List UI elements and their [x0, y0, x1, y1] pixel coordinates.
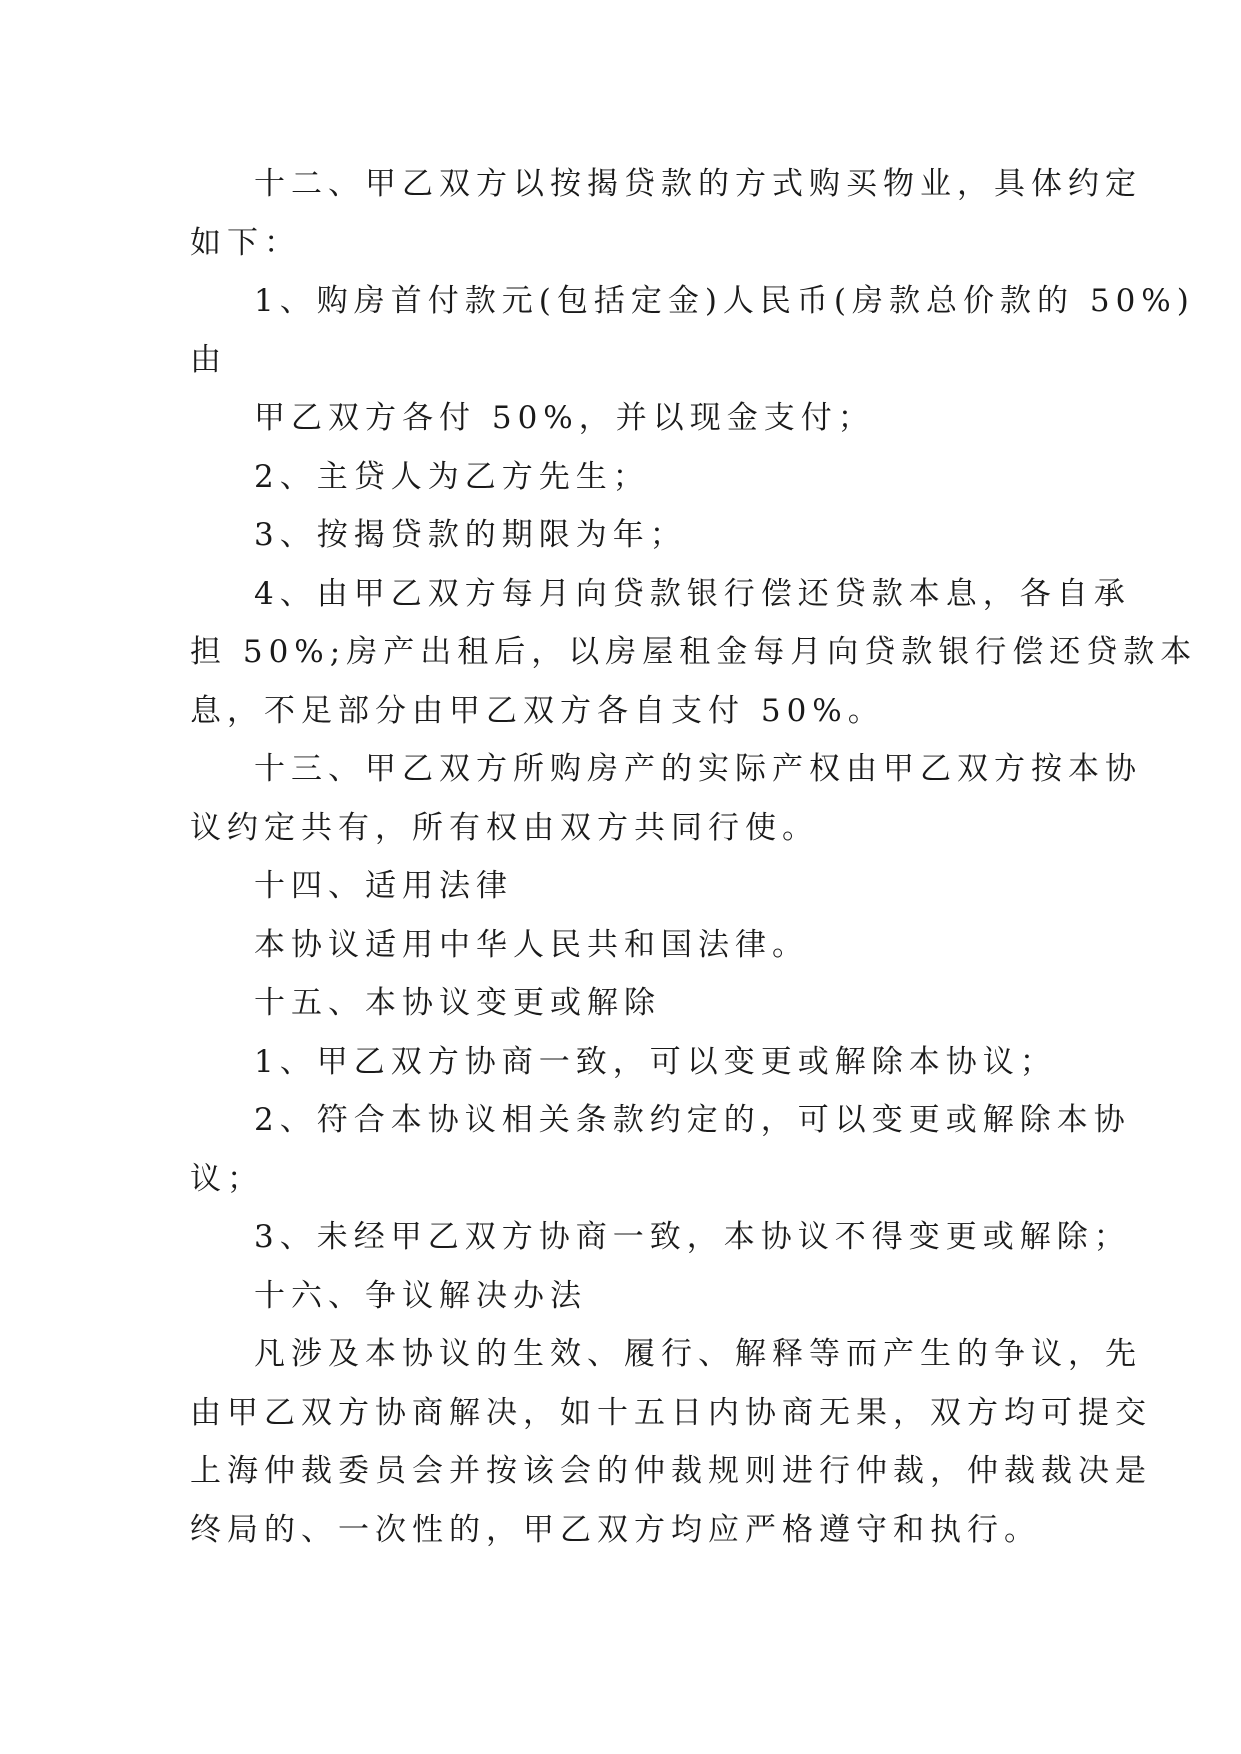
section-heading: 十四、适用法律	[254, 868, 513, 904]
text-line: 3、未经甲乙双方协商一致，本协议不得变更或解除；	[254, 1219, 1131, 1255]
text-line: 3、按揭贷款的期限为年；	[254, 517, 687, 553]
text-line: 凡涉及本协议的生效、履行、解释等而产生的争议，先	[254, 1336, 1142, 1372]
text-line: 终局的、一次性的，甲乙双方均应严格遵守和执行。	[190, 1511, 1041, 1548]
text-line: 十三、甲乙双方所购房产的实际产权由甲乙双方按本协	[254, 751, 1142, 787]
text-line: 如下：	[190, 224, 301, 261]
text-line: 2、符合本协议相关条款约定的，可以变更或解除本协	[254, 1102, 1131, 1138]
text-line: 由	[190, 341, 227, 378]
text-line: 十二、甲乙双方以按揭贷款的方式购买物业，具体约定	[254, 166, 1142, 202]
section-heading: 十五、本协议变更或解除	[254, 985, 661, 1021]
text-line: 1、甲乙双方协商一致，可以变更或解除本协议；	[254, 1043, 1057, 1080]
section-heading: 十六、争议解决办法	[254, 1277, 587, 1314]
text-line: 息，不足部分由甲乙双方各自支付 50%。	[190, 692, 885, 729]
text-line: 议；	[190, 1160, 264, 1197]
text-line: 甲乙双方各付 50%，并以现金支付；	[254, 400, 875, 436]
text-line: 议约定共有，所有权由双方共同行使。	[190, 809, 819, 846]
text-line: 4、由甲乙双方每月向贷款银行偿还贷款本息，各自承	[254, 575, 1131, 612]
document-body	[190, 155, 1198, 1559]
text-line: 2、主贷人为乙方先生；	[254, 458, 650, 495]
text-line: 本协议适用中华人民共和国法律。	[254, 926, 809, 963]
text-line: 上海仲裁委员会并按该会的仲裁规则进行仲裁，仲裁裁决是	[190, 1453, 1152, 1489]
text-line: 1、购房首付款元(包括定金)人民币(房款总价款的 50%)	[254, 283, 1195, 319]
text-line: 由甲乙双方协商解决，如十五日内协商无果，双方均可提交	[190, 1394, 1152, 1431]
text-line: 担 50%;房产出租后，以房屋租金每月向贷款银行偿还贷款本	[190, 634, 1198, 670]
